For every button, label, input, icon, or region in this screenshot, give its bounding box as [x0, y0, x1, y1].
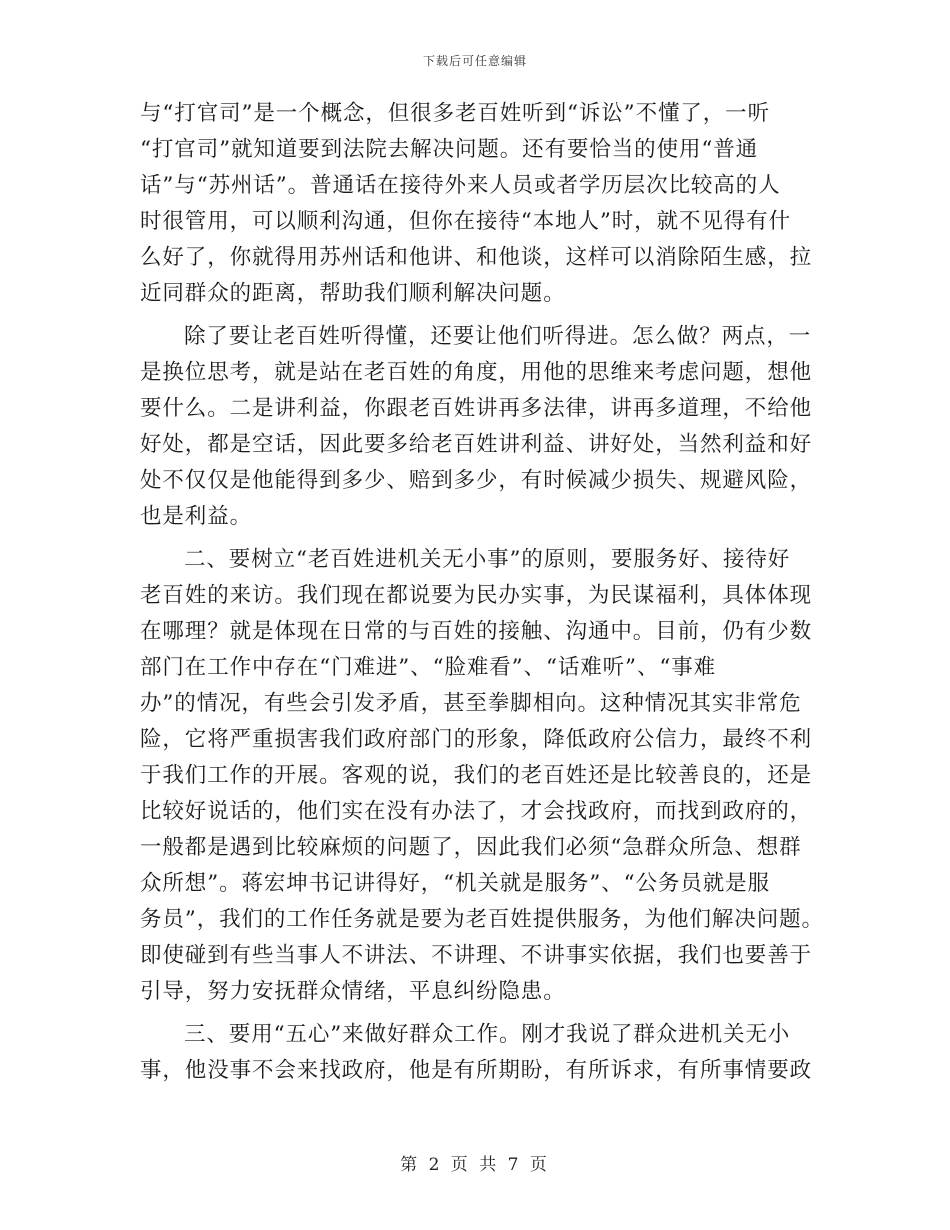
text-line: 引导，努力安抚群众情绪，平息纠纷隐患。 [140, 979, 566, 1004]
text-line: 好处，都是空话，因此要多给老百姓讲利益、讲好处，当然利益和好 [140, 432, 813, 457]
text-line: 话”与“苏州话”。普通话在接待外来人员或者学历层次比较高的人 [140, 173, 781, 198]
text-line: 在哪理？就是体现在日常的与百姓的接触、沟通中。目前，仍有少数 [140, 619, 813, 644]
text-line: 即使碰到有些当事人不讲法、不讲理、不讲事实依据，我们也要善于 [140, 943, 813, 968]
text-line: 务员”，我们的工作任务就是要为老百姓提供服务，为他们解决问题。 [140, 907, 824, 932]
text-line: 与“打官司”是一个概念，但很多老百姓听到“诉讼”不懂了，一听 [140, 101, 770, 126]
page-number-footer: 第 2 页 共 7 页 [400, 1155, 550, 1175]
text-line: 时很管用，可以顺利沟通，但你在接待“本地人”时，就不见得有什 [140, 209, 791, 234]
text-line: “打官司”就知道要到法院去解决问题。还有要恰当的使用“普通 [140, 137, 759, 162]
paragraph-start-line: 除了要让老百姓听得懂，还要让他们听得进。怎么做？两点，一 [184, 324, 812, 349]
text-line: 要什么。二是讲利益，你跟老百姓讲再多法律，讲再多道理，不给他 [140, 396, 813, 421]
text-line: 于我们工作的开展。客观的说，我们的老百姓还是比较善良的，还是 [140, 763, 813, 788]
text-line: 是换位思考，就是站在老百姓的角度，用他的思维来考虑问题，想他 [140, 360, 813, 385]
text-line: 一般都是遇到比较麻烦的问题了，因此我们必须“急群众所急、想群 [140, 835, 802, 860]
text-line: 事，他没事不会来找政府，他是有所期盼，有所诉求，有所事情要政 [140, 1058, 813, 1083]
text-line: 近同群众的距离，帮助我们顺利解决问题。 [140, 281, 566, 306]
section-two-heading-line: 二、要树立“老百姓进机关无小事”的原则，要服务好、接待好 [184, 547, 791, 572]
text-line: 比较好说话的，他们实在没有办法了，才会找政府，而找到政府的， [140, 799, 813, 824]
section-three-heading-line: 三、要用“五心”来做好群众工作。刚才我说了群众进机关无小 [184, 1022, 791, 1047]
text-line: 险，它将严重损害我们政府部门的形象，降低政府公信力，最终不利 [140, 727, 813, 752]
document-body [140, 96, 824, 1089]
text-line: 众所想”。蒋宏坤书记讲得好，“机关就是服务”、“公务员就是服 [140, 871, 770, 896]
text-line: 么好了，你就得用苏州话和他讲、和他谈，这样可以消除陌生感，拉 [140, 245, 813, 270]
text-line: 部门在工作中存在“门难进”、“脸难看”、“话难听”、“事难 [140, 655, 717, 680]
text-line: 处不仅仅是他能得到多少、赔到多少，有时候减少损失、规避风险， [140, 468, 813, 493]
page-header: 下载后可任意编辑 [422, 54, 527, 68]
text-line: 办”的情况，有些会引发矛盾，甚至拳脚相向。这种情况其实非常危 [140, 691, 802, 716]
text-line: 也是利益。 [140, 504, 253, 529]
text-line: 老百姓的来访。我们现在都说要为民办实事，为民谋福利，具体体现 [140, 583, 813, 608]
